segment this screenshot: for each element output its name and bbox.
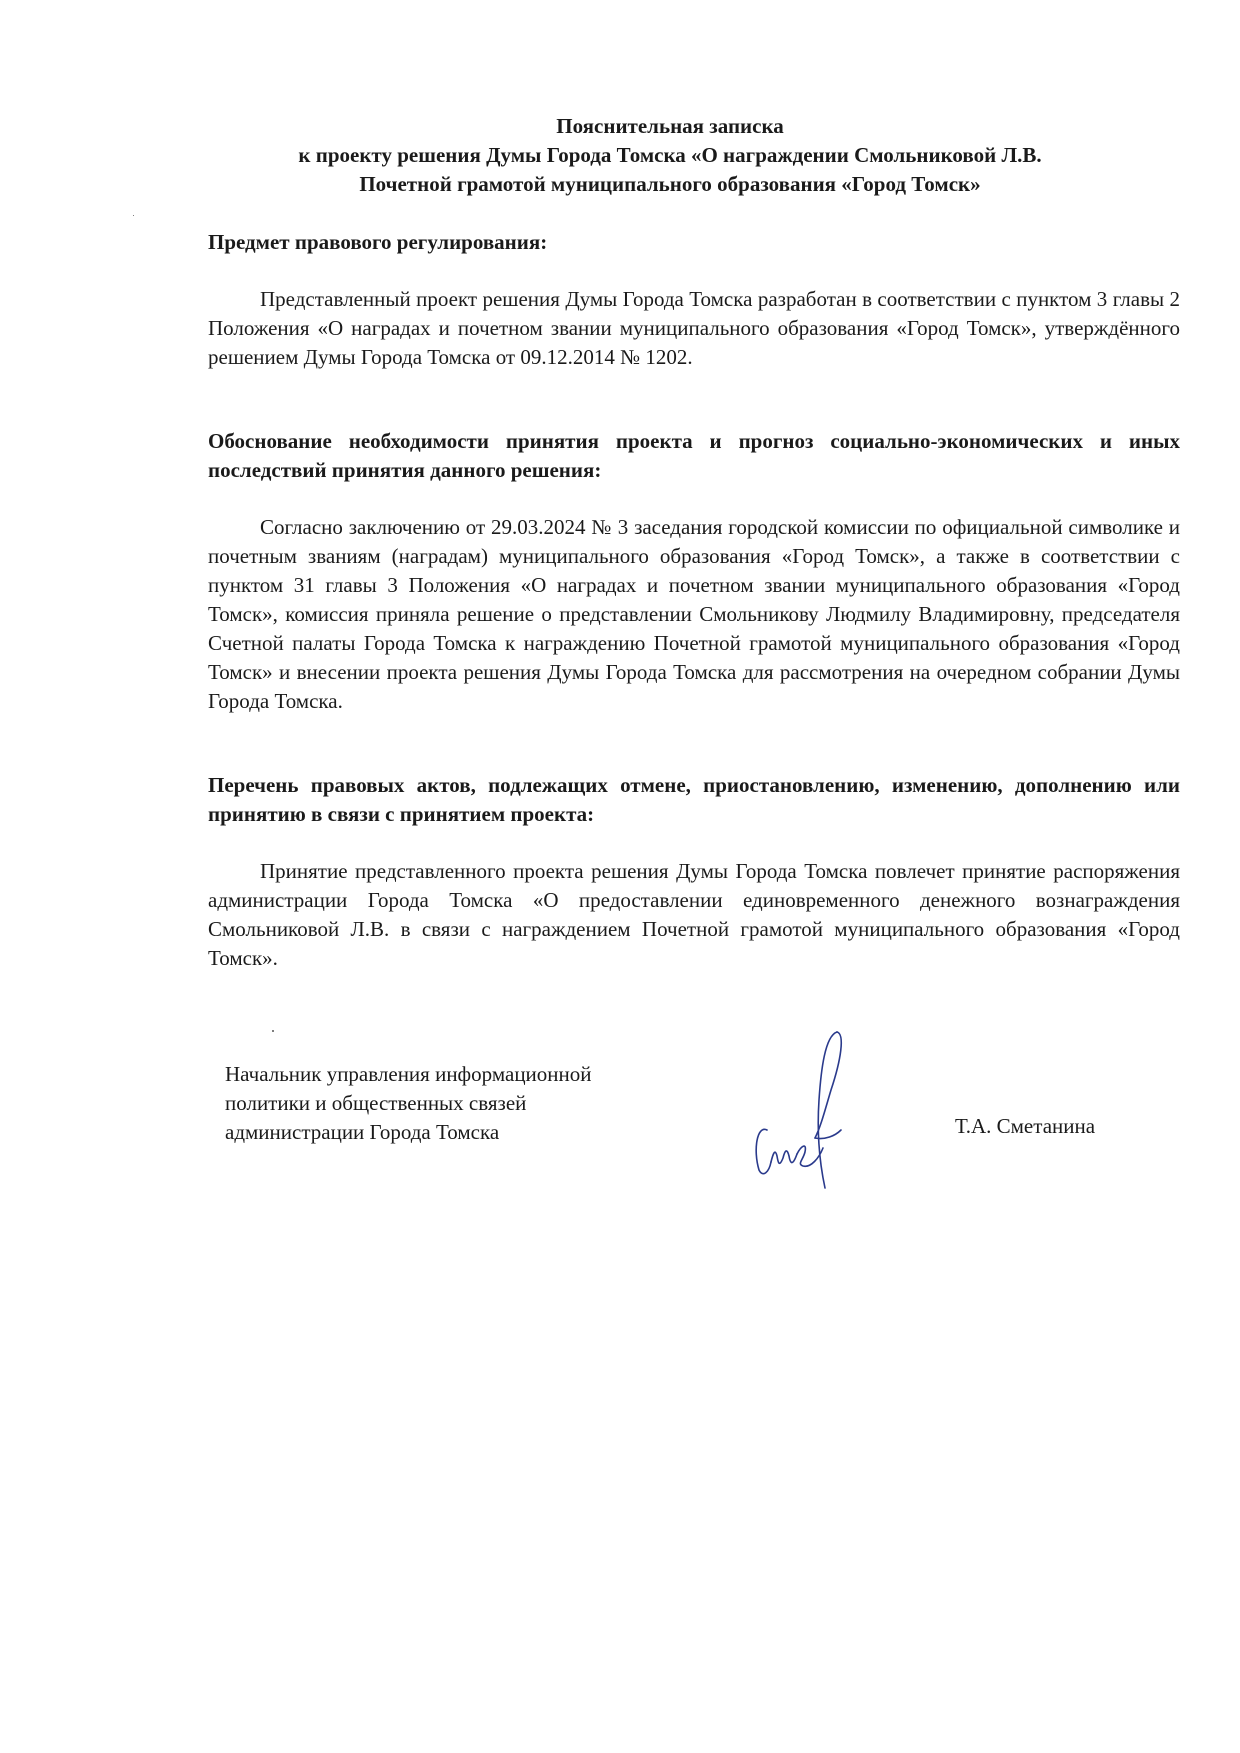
section-text-justification: Согласно заключению от 29.03.2024 № 3 заседания городской комиссии по официальной символике и почетным званиям (наградам) муниципального образования «Город Томск», а также в соответствии с пунктом 31 главы 3 Положения «О наградах и почетном звании муниципального образования «Город Томск», комиссия приняла решение о представлении Смольникову Людмилу Владимировну, председателя Счетной палаты Города Томска к награждению Почетной грамотой муниципального образования «Город Томск» и внесении проекта решения Думы Города Томска для рассмотрения на очередном собрании Думы Города Томска. xyxy=(208,515,1180,713)
signatory-position-line-2: политики и общественных связей xyxy=(225,1091,527,1115)
signatory-position-line-3: администрации Города Томска xyxy=(225,1120,500,1144)
title-line-2: к проекту решения Думы Города Томска «О награждении Смольниковой Л.В. xyxy=(298,143,1042,167)
section-heading-justification: Обоснование необходимости принятия проекта и прогноз социально-экономических и иных последствий принятия данного решения: xyxy=(208,429,1180,482)
signatory-position-line-1: Начальник управления информационной xyxy=(225,1062,592,1086)
section-heading-subject: Предмет правового регулирования: xyxy=(208,230,548,254)
document-title xyxy=(200,112,1140,199)
signatory-name: Т.А. Сметанина xyxy=(955,1114,1096,1138)
section-heading-legal-acts: Перечень правовых актов, подлежащих отмене, приостановлению, изменению, дополнению или принятию в связи с принятием проекта: xyxy=(208,773,1180,826)
section-text-subject: Представленный проект решения Думы Города Томска разработан в соответствии с пунктом 3 главы 2 Положения «О наградах и почетном звании муниципального образования «Город Томск», утверждённого решением Думы Города Томска от 09.12.2014 № 1202. xyxy=(208,287,1180,369)
section-text-legal-acts: Принятие представленного проекта решения Думы Города Томска повлечет принятие распоряжения администрации Города Томска «О предоставлении единовременного денежного вознаграждения Смольниковой Л.В. в связи с награждением Почетной грамотой муниципального образования «Город Томск». xyxy=(208,859,1180,970)
scan-speck xyxy=(133,215,134,216)
scan-speck xyxy=(272,1030,274,1032)
title-line-3: Почетной грамотой муниципального образования «Город Томск» xyxy=(359,172,981,196)
handwritten-signature-icon xyxy=(745,1030,865,1190)
title-line-1: Пояснительная записка xyxy=(556,114,784,138)
signatory-position xyxy=(225,1060,592,1147)
